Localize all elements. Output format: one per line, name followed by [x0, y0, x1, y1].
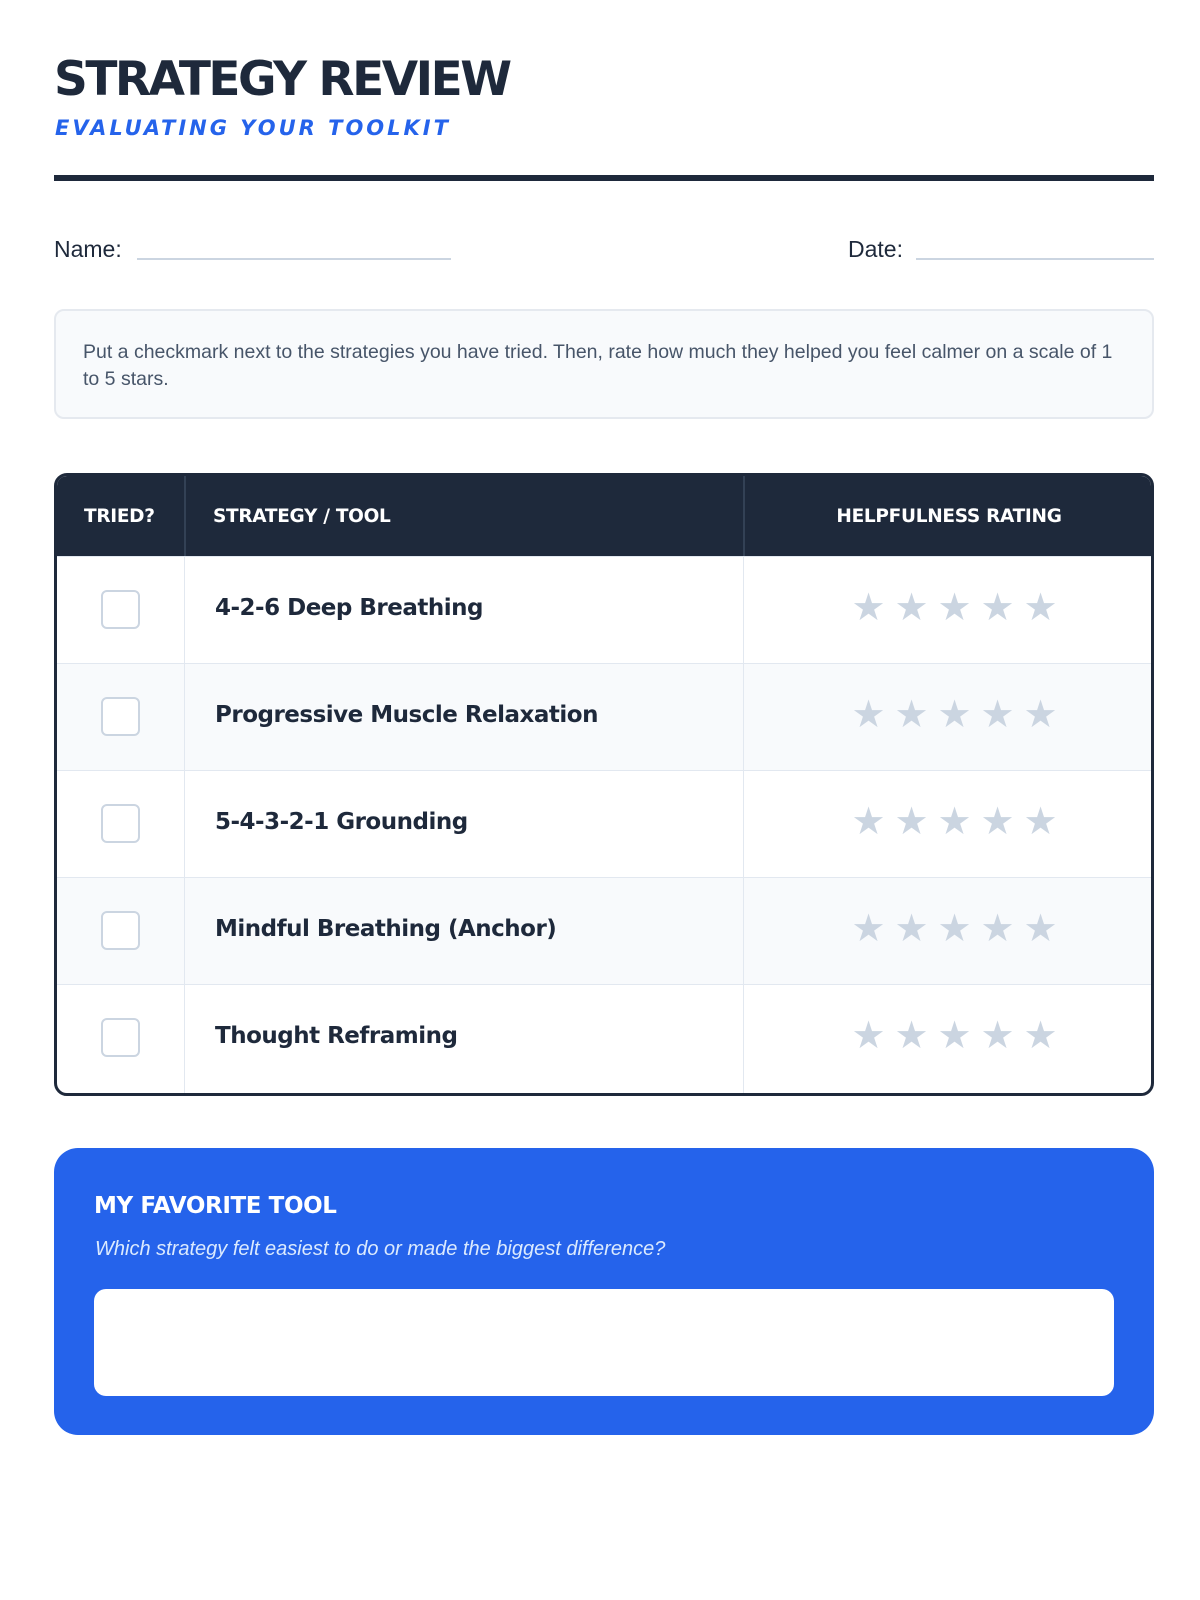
star-icon[interactable]: ★ [851, 692, 886, 736]
rating-stars[interactable] [847, 692, 1062, 736]
instructions-text: Put a checkmark next to the strategies you have tried. Then, rate how much they helped you feel calmer on a scale of 1 to 5 stars. [83, 341, 1113, 390]
star-icon[interactable]: ★ [980, 1013, 1015, 1057]
star-icon[interactable]: ★ [894, 1013, 929, 1057]
star-icon[interactable]: ★ [1023, 585, 1058, 629]
page-title: STRATEGY REVIEW [54, 52, 510, 107]
rating-stars[interactable] [847, 799, 1062, 843]
favorite-answer-box[interactable] [94, 1289, 1114, 1396]
strategy-name: Progressive Muscle Relaxation [215, 702, 598, 728]
header-divider [54, 175, 1154, 181]
header-rating: HELPFULNESS RATING [836, 506, 1062, 527]
star-icon[interactable]: ★ [894, 585, 929, 629]
star-icon[interactable]: ★ [937, 906, 972, 950]
header-tried: TRIED? [84, 506, 155, 527]
star-icon[interactable]: ★ [937, 692, 972, 736]
rating-stars[interactable] [847, 585, 1062, 629]
star-icon[interactable]: ★ [894, 692, 929, 736]
strategy-name: 4-2-6 Deep Breathing [215, 595, 483, 621]
favorite-question: Which strategy felt easiest to do or made the biggest difference? [95, 1238, 666, 1260]
star-icon[interactable]: ★ [980, 799, 1015, 843]
page-subtitle: EVALUATING YOUR TOOLKIT [55, 116, 451, 140]
star-icon[interactable]: ★ [937, 585, 972, 629]
header-strategy: STRATEGY / TOOL [213, 506, 391, 527]
favorite-tool-panel [54, 1148, 1154, 1435]
star-icon[interactable]: ★ [851, 799, 886, 843]
table-row [57, 663, 1151, 770]
star-icon[interactable]: ★ [894, 906, 929, 950]
rating-stars[interactable] [847, 906, 1062, 950]
table-row [57, 770, 1151, 877]
instructions-box [54, 309, 1154, 419]
table-header [57, 476, 1151, 556]
strategy-name: 5-4-3-2-1 Grounding [215, 809, 468, 835]
tried-checkbox[interactable] [101, 804, 140, 843]
name-field[interactable] [137, 258, 451, 260]
star-icon[interactable]: ★ [937, 799, 972, 843]
name-label: Name: [54, 236, 122, 262]
column-divider [743, 556, 744, 1093]
star-icon[interactable]: ★ [851, 906, 886, 950]
header-divider-1 [184, 476, 186, 556]
star-icon[interactable]: ★ [980, 585, 1015, 629]
tried-checkbox[interactable] [101, 697, 140, 736]
star-icon[interactable]: ★ [1023, 906, 1058, 950]
tried-checkbox[interactable] [101, 590, 140, 629]
strategy-name: Mindful Breathing (Anchor) [215, 916, 557, 942]
date-label: Date: [848, 236, 903, 262]
star-icon[interactable]: ★ [851, 585, 886, 629]
table-row [57, 556, 1151, 663]
date-field[interactable] [916, 258, 1154, 260]
table-row [57, 984, 1151, 1091]
table-row [57, 877, 1151, 984]
tried-checkbox[interactable] [101, 911, 140, 950]
star-icon[interactable]: ★ [980, 692, 1015, 736]
rating-stars[interactable] [847, 1013, 1062, 1057]
column-divider [184, 556, 185, 1093]
star-icon[interactable]: ★ [980, 906, 1015, 950]
strategy-name: Thought Reframing [215, 1023, 458, 1049]
strategy-table [54, 473, 1154, 1096]
star-icon[interactable]: ★ [851, 1013, 886, 1057]
star-icon[interactable]: ★ [1023, 799, 1058, 843]
tried-checkbox[interactable] [101, 1018, 140, 1057]
star-icon[interactable]: ★ [894, 799, 929, 843]
star-icon[interactable]: ★ [1023, 1013, 1058, 1057]
favorite-title: MY FAVORITE TOOL [94, 1193, 337, 1219]
star-icon[interactable]: ★ [1023, 692, 1058, 736]
star-icon[interactable]: ★ [937, 1013, 972, 1057]
